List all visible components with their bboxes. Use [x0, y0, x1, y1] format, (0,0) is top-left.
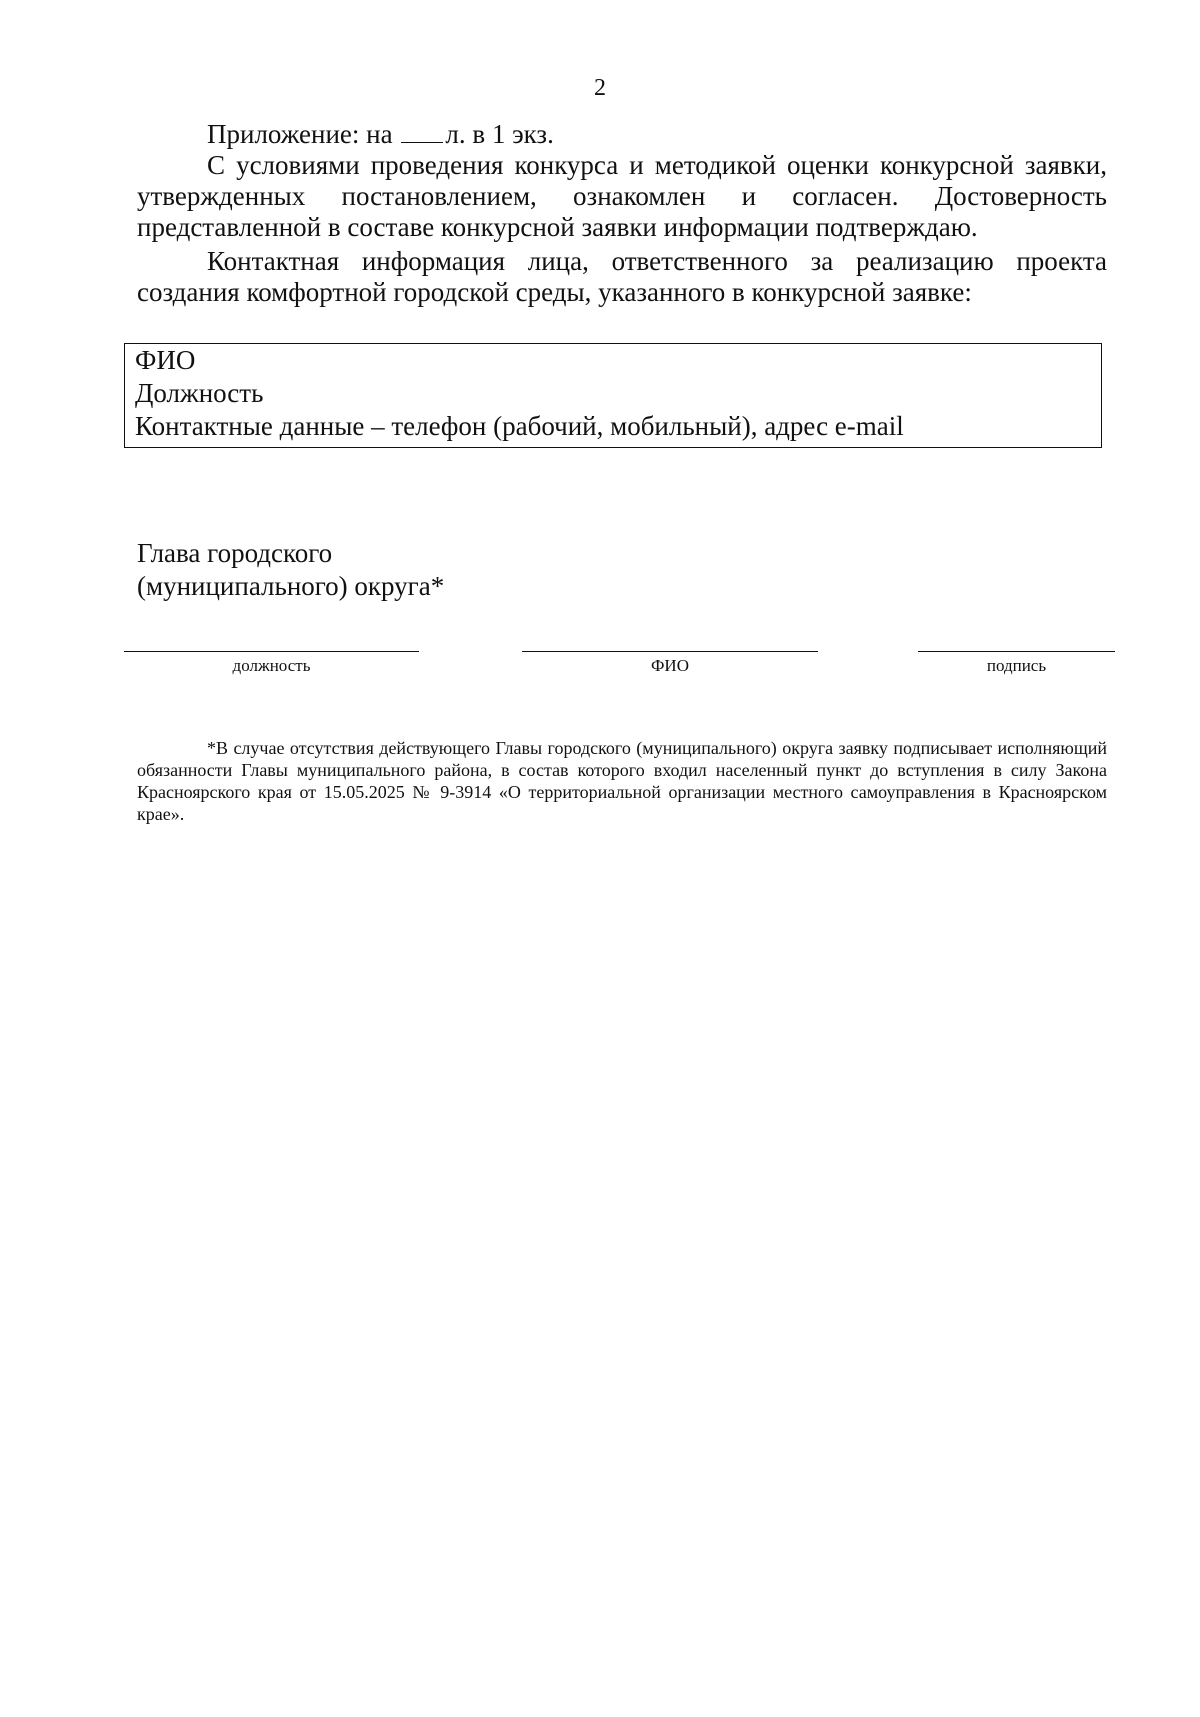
attachment-line — [207, 118, 554, 150]
page-number: 2 — [594, 75, 606, 101]
attachment-suffix: л. в 1 экз. — [445, 119, 554, 149]
signatory-title — [137, 537, 444, 603]
signature-line-signature — [918, 651, 1115, 652]
contact-box-name-line: ФИО — [135, 345, 196, 375]
signature-field-position — [124, 651, 419, 676]
signature-label-name: ФИО — [651, 656, 689, 675]
signature-line-name — [522, 651, 818, 652]
signatory-title-line-2: (муниципального) округа* — [137, 571, 445, 601]
contact-box-contacts-line: Контактные данные – телефон (рабочий, мобильный), адрес e-mail — [135, 411, 904, 441]
footnote: *В случае отсутствия действующего Главы городского (муниципального) округа заявку подписывает исполняющий обязанности Главы муниципального района, в состав которого входил населенный пункт до вступления в силу Закона Красноярского края от 15.05.2025 № 9-3914 «О территориальной организации местного самоуправления в Красноярском крае». — [137, 738, 1107, 824]
signature-field-name — [522, 651, 818, 676]
agreement-paragraph: С условиями проведения конкурса и методикой оценки конкурсной заявки, утвержденных постановлением, ознакомлен и согласен. Достоверность представленной в составе конкурсной заявки информации подтверждаю. — [137, 150, 1107, 242]
contact-box-position-line: Должность — [135, 378, 264, 408]
attachment-prefix: Приложение: на — [207, 119, 393, 149]
signature-field-signature — [918, 651, 1115, 676]
signature-label-position: должность — [232, 656, 311, 675]
attachment-sheets-blank — [401, 118, 443, 143]
signature-line-position — [124, 651, 419, 652]
contact-box — [124, 343, 1102, 448]
signatory-title-line-1: Глава городского — [137, 538, 333, 568]
signature-label-signature: подпись — [986, 656, 1047, 675]
contact-info-paragraph: Контактная информация лица, ответственного за реализацию проекта создания комфортной городской среды, указанного в конкурсной заявке: — [137, 246, 1107, 307]
